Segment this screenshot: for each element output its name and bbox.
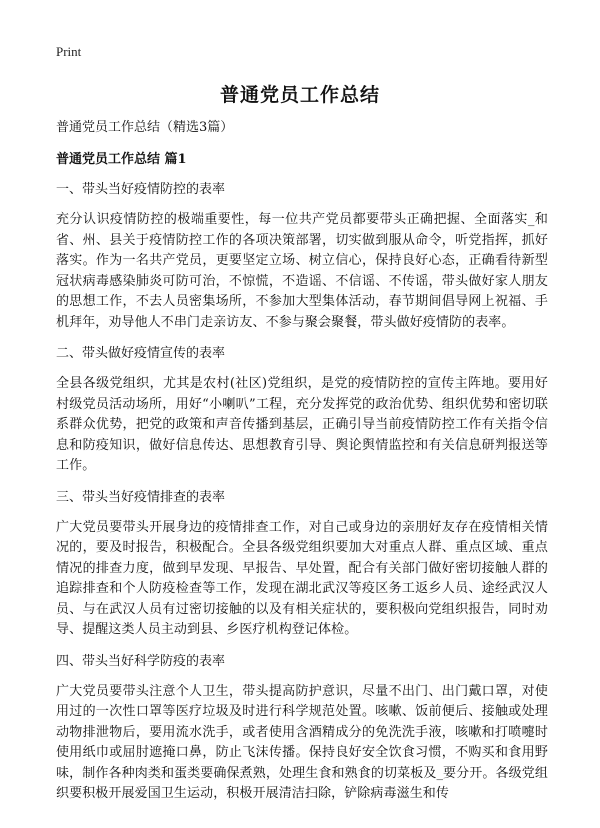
section-heading-3: 三、带头当好疫情排查的表率 (56, 489, 226, 505)
section-heading-4: 四、带头当好科学防疫的表率 (56, 653, 226, 669)
document-content (56, 118, 548, 816)
section-title: 普通党员工作总结 篇1 (56, 152, 187, 167)
section-paragraph-4: 广大党员要带头注意个人卫生，带头提高防护意识，尽量不出门、出门戴口罩，对使用过的一次性口罩等医疗垃圾及时进行科学规范处置。咳嗽、饭前便后、接触或处理动物排泄物后，要用流水洗手，或者使用含酒精成分的免洗洗手液，咳嗽和打喷嚏时使用纸巾或屈肘遮掩口鼻，防止飞沫传播。保持良好安全饮食习惯，不购买和食用野味，制作各种肉类和蛋类要确保煮熟，处理生食和熟食的切菜板及_要分开。各级党组织要积极开展爱国卫生运动，积极开展清洁扫除，铲除病毒滋生和传 (56, 683, 548, 801)
section-heading-1: 一、带头当好疫情防控的表率 (56, 182, 226, 197)
section-heading-2: 二、带头做好疫情宣传的表率 (56, 346, 226, 361)
section-paragraph-2: 全县各级党组织，尤其是农村(社区)党组织，是党的疫情防控的宣传主阵地。要用好村级党员活动场所，用好“小喇叭”工程，充分发挥党的政治优势、组织优势和密切联系群众优势，把党的政策和声音传播到基层，正确引导当前疫情防控工作有关指令信息和防疫知识，做好信息传达、思想教育引导、舆论舆情监控和有关信息研判报送等工作。 (56, 376, 548, 473)
section-paragraph-3: 广大党员要带头开展身边的疫情排查工作，对自己或身边的亲朋好友存在疫情相关情况的，要及时报告，积极配合。全县各级党组织要加大对重点人群、重点区域、重点情况的排查力度，做到早发现、早报告、早处置，配合有关部门做好密切接触人群的追踪排查和个人防疫检查等工作，发现在湖北武汉等疫区务工返乡人员、途经武汉人员、与在武汉人员有过密切接触的以及有相关症状的，要积极向党组织报告，同时劝导、提醒这类人员主动到县、乡医疗机构登记体检。 (56, 519, 548, 637)
document-subtitle: 普通党员工作总结（精选3篇） (56, 120, 234, 135)
document-title: 普通党员工作总结 (219, 84, 380, 106)
section-paragraph-1: 充分认识疫情防控的极端重要性，每一位共产党员都要带头正确把握、全面落实_和省、州、县关于疫情防控工作的各项决策部署，切实做到服从命令，听党指挥，抓好落实。作为一名共产党员，更要坚定立场、树立信心，保持良好心态，正确看待新型冠状病毒感染肺炎可防可治，不惊慌，不造谣、不信谣、不传谣，带头做好家人朋友的思想工作，不去人员密集场所，不参加大型集体活动，春节期间倡导网上祝福、手机拜年，劝导他人不串门走亲访友、不参与聚会聚餐，带头做好疫情防的表率。 (56, 212, 548, 330)
print-link[interactable]: Print (56, 44, 82, 59)
